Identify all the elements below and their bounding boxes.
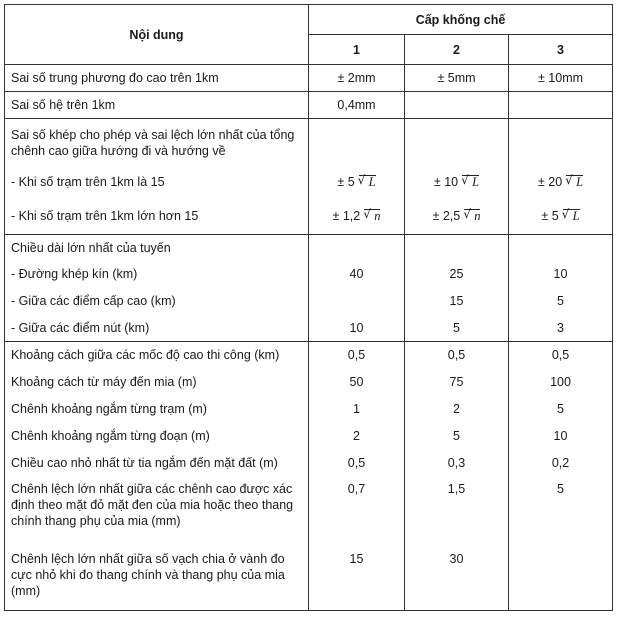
cell: 50 [309,369,405,396]
row-label: Khoảng cách giữa các mốc độ cao thi công (km) [5,342,309,369]
table-row [5,165,613,199]
cell: 1,5 [405,477,509,547]
cell: 5 [509,396,613,423]
table-row [5,396,613,423]
row-label: Sai số hệ trên 1km [5,92,309,119]
table-row [5,315,613,342]
row-label: Chênh lệch lớn nhất giữa các chênh cao được xác định theo mặt đỏ mặt đen của mia hoặc theo thang chính thang phụ của mia (mm) [5,477,309,547]
cell: 10 [309,315,405,342]
formula-cell: ± 5√ L [309,165,405,199]
table-row [5,477,613,547]
row-label: Sai số khép cho phép và sai lệch lớn nhất của tổng chênh cao giữa hướng đi và hướng về [5,119,309,165]
row-label: Chiều dài lớn nhất của tuyến [5,235,309,261]
table-row [5,119,613,165]
sqrt-symbol: √ L [462,175,479,189]
row-label: - Đường khép kín (km) [5,261,309,288]
cell: 0,5 [309,342,405,369]
table-row [5,423,613,450]
table-row [5,288,613,315]
cell: 3 [509,315,613,342]
cell: 0,4mm [309,92,405,119]
header-grade-3: 3 [509,35,613,65]
table-row [5,369,613,396]
cell: 25 [405,261,509,288]
row-label: Sai số trung phương đo cao trên 1km [5,65,309,92]
cell: 0,7 [309,477,405,547]
header-grade: Cấp khống chế [309,5,613,35]
cell: 30 [405,547,509,611]
sqrt-symbol: √ L [566,175,583,189]
formula-cell: ± 2,5√ n [405,199,509,235]
cell: 5 [509,288,613,315]
cell: 0,5 [309,450,405,477]
row-label: Chiều cao nhỏ nhất từ tia ngắm đến mặt đất (m) [5,450,309,477]
cell [509,547,613,611]
table-row [5,235,613,261]
table-row [5,92,613,119]
table-row [5,261,613,288]
cell: ± 5mm [405,65,509,92]
cell: 2 [405,396,509,423]
cell: 0,5 [405,342,509,369]
sqrt-symbol: √ L [563,209,580,223]
row-label: Chênh lệch lớn nhất giữa số vạch chia ở vành đo cực nhỏ khi đo thang chính và thang phụ của mia (mm) [5,547,309,611]
cell: 15 [309,547,405,611]
table-row [5,199,613,235]
cell [405,92,509,119]
cell: 10 [509,423,613,450]
cell: 5 [405,423,509,450]
row-label: - Giữa các điểm cấp cao (km) [5,288,309,315]
cell: 75 [405,369,509,396]
sqrt-symbol: √ n [464,209,480,223]
cell: 1 [309,396,405,423]
cell: 15 [405,288,509,315]
cell: ± 10mm [509,65,613,92]
header-grade-2: 2 [405,35,509,65]
table-row [5,547,613,611]
cell: 0,5 [509,342,613,369]
cell [509,92,613,119]
row-label: Khoảng cách từ máy đến mia (m) [5,369,309,396]
sqrt-symbol: √ n [364,209,380,223]
sqrt-symbol: √ L [359,175,376,189]
cell: 0,2 [509,450,613,477]
cell: 40 [309,261,405,288]
row-label: - Khi số trạm trên 1km là 15 [5,165,309,199]
cell: 100 [509,369,613,396]
cell [309,288,405,315]
header-content: Nội dung [5,5,309,65]
row-label: - Giữa các điểm nút (km) [5,315,309,342]
cell: ± 2mm [309,65,405,92]
formula-cell: ± 10√ L [405,165,509,199]
specification-table [4,4,613,611]
cell: 5 [509,477,613,547]
table-row [5,450,613,477]
row-label: Chênh khoảng ngắm từng trạm (m) [5,396,309,423]
cell: 5 [405,315,509,342]
formula-cell: ± 5√ L [509,199,613,235]
row-label: Chênh khoảng ngắm từng đoạn (m) [5,423,309,450]
cell: 10 [509,261,613,288]
table-row [5,65,613,92]
formula-cell: ± 20√ L [509,165,613,199]
table-row [5,342,613,369]
header-grade-1: 1 [309,35,405,65]
cell: 2 [309,423,405,450]
cell: 0,3 [405,450,509,477]
formula-cell: ± 1,2√ n [309,199,405,235]
row-label: - Khi số trạm trên 1km lớn hơn 15 [5,199,309,235]
